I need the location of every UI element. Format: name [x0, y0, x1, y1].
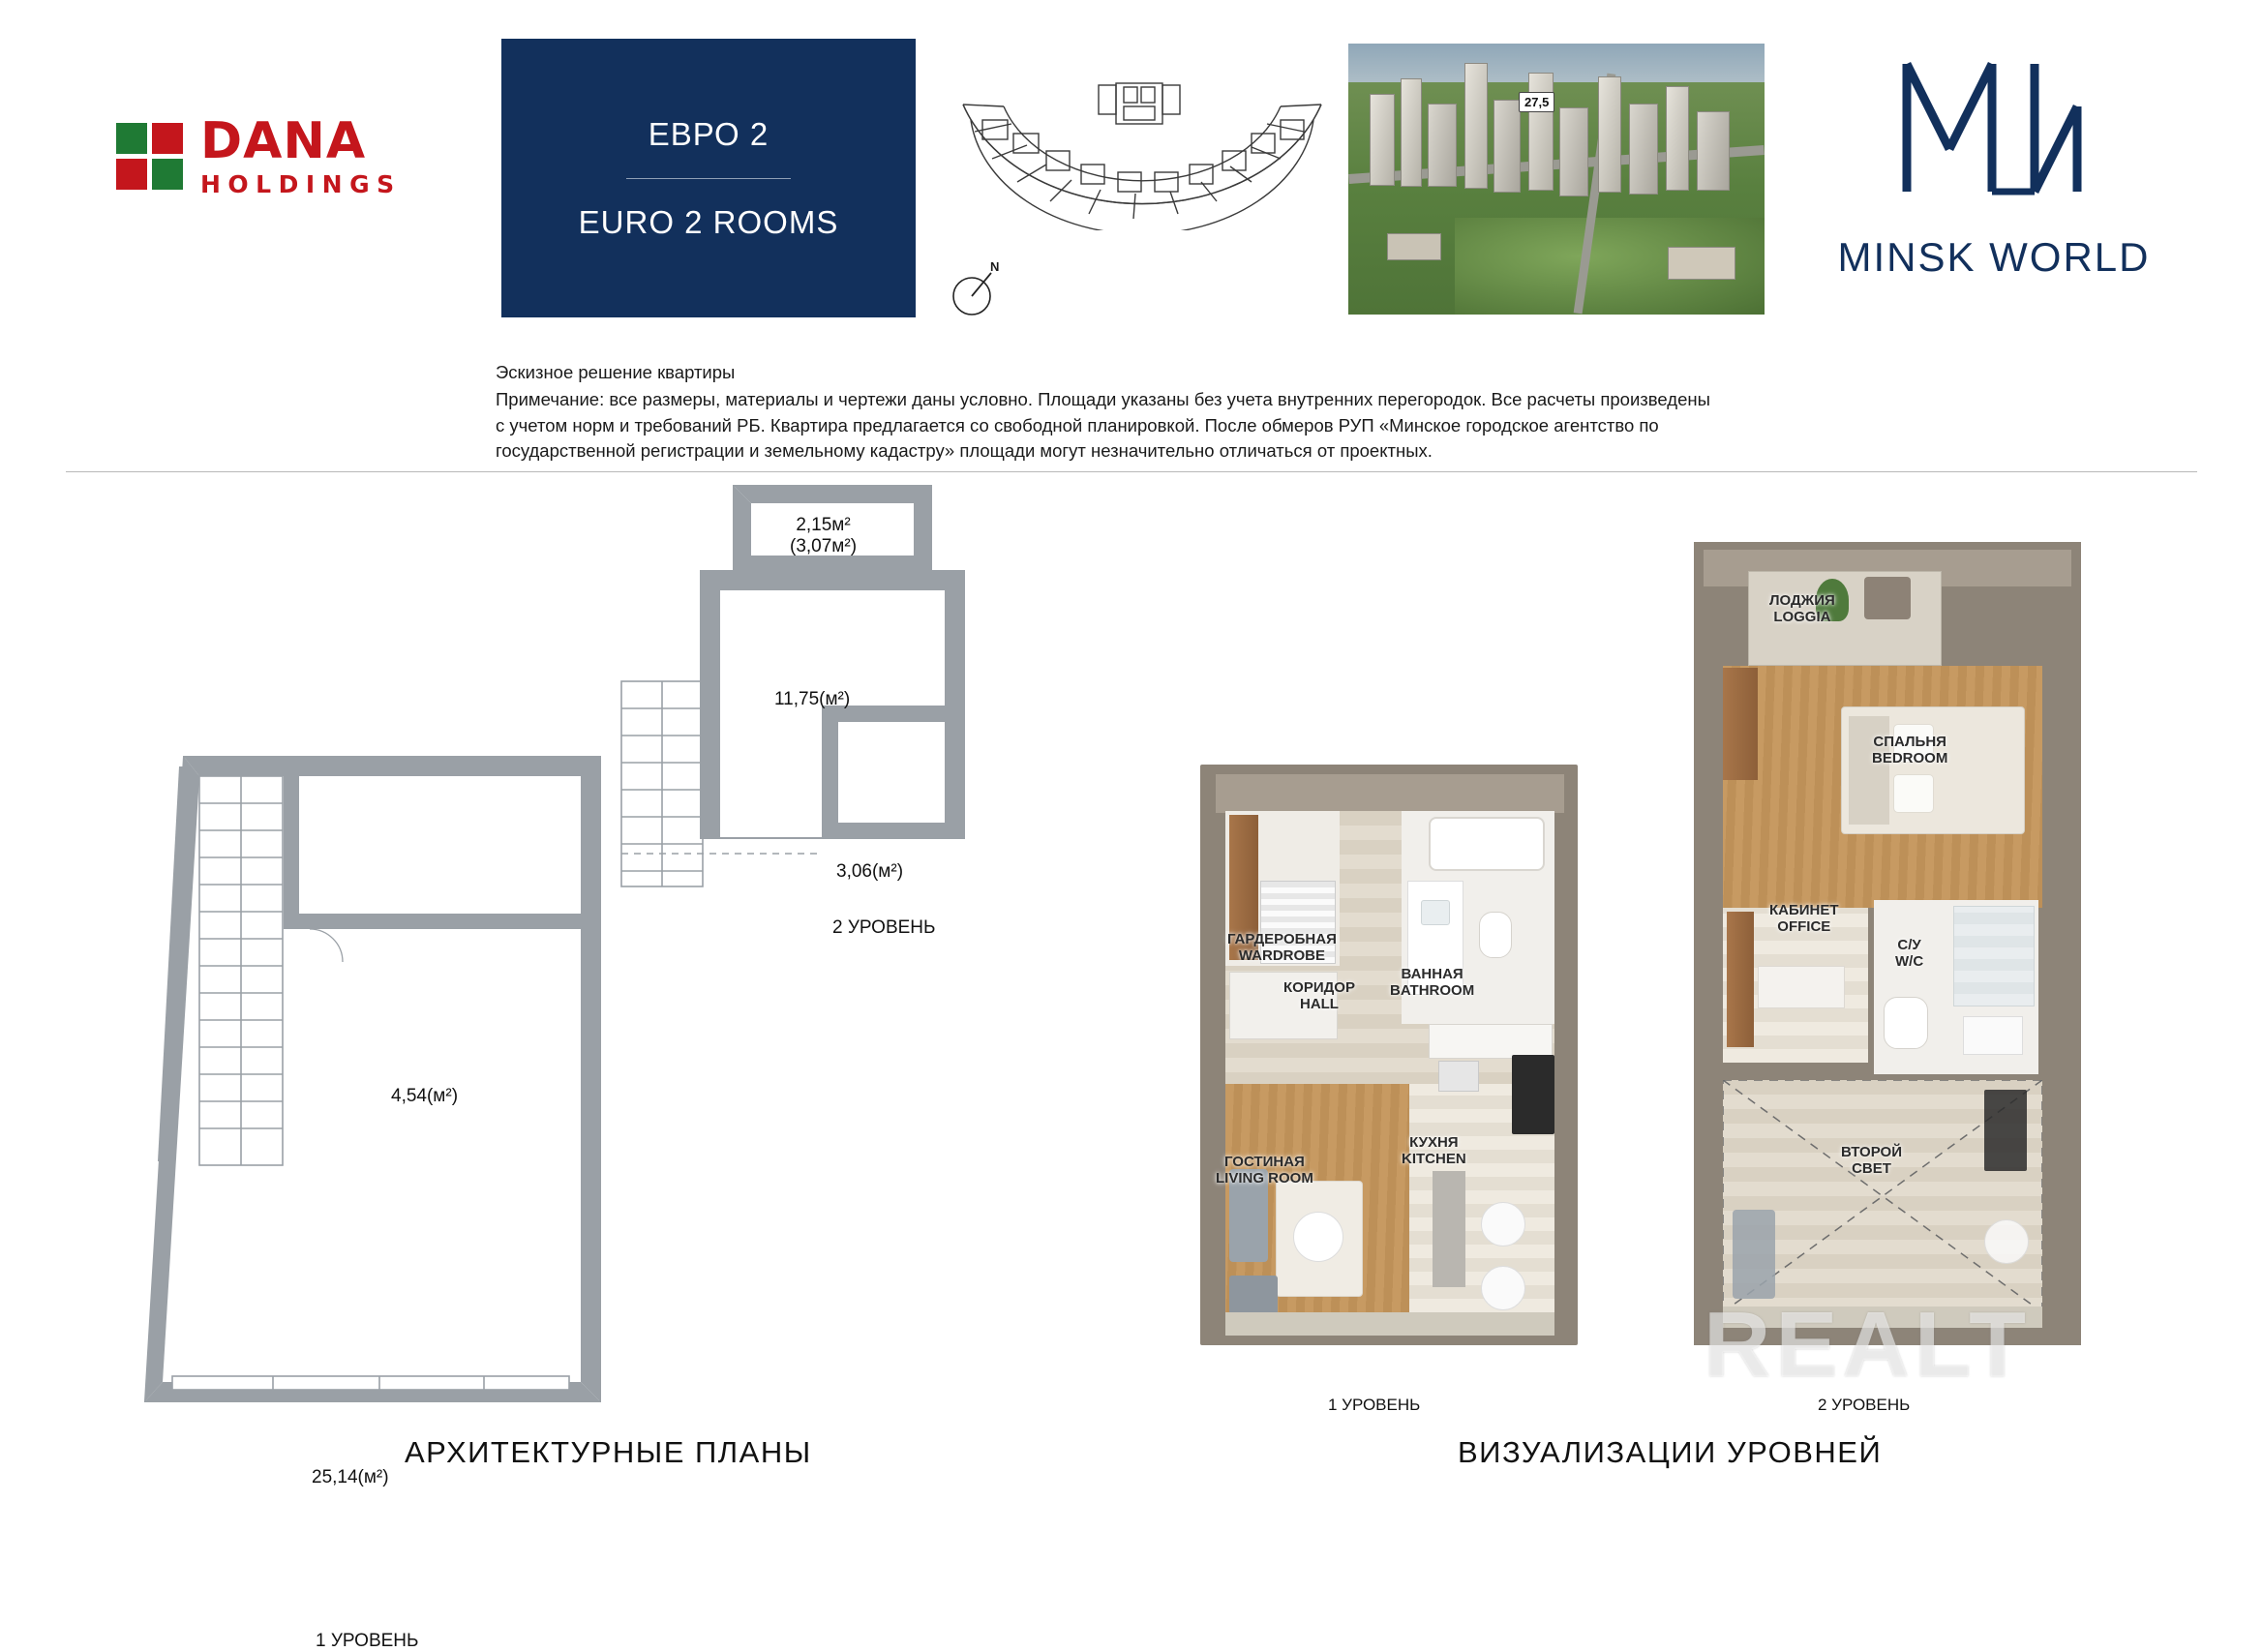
vis1-label-bathroom-en: BATHROOM: [1390, 982, 1475, 1000]
plan-l1-caption: 1 УРОВЕНЬ: [316, 1631, 419, 1651]
apartment-type-en: EURO 2 ROOMS: [578, 203, 839, 240]
apartment-type-ru: ЕВРО 2: [648, 115, 769, 152]
vis2-balcony-band: [1723, 1307, 2042, 1328]
architectural-plans-section: [0, 484, 1142, 1651]
vis1-caption: 1 УРОВЕНЬ: [1328, 1396, 1421, 1414]
title-divider: [626, 178, 791, 179]
dana-logo-text: [200, 112, 402, 198]
vis1-label-bathroom: [1390, 966, 1474, 1000]
vis2-label-loggia-en: LOGGIA: [1773, 609, 1831, 626]
compass-rose: [947, 259, 1005, 321]
vis2-void-stool: [1984, 1219, 2029, 1264]
note-line-2: Примечание: все размеры, материалы и чертежи даны условно. Площади указаны без учета внутренних перегородок. Все расчеты произведены: [496, 389, 1710, 410]
vis1-label-living-en: LIVING ROOM: [1216, 1170, 1313, 1187]
plan-level-2: [600, 484, 1142, 1480]
header-divider: [66, 471, 2197, 472]
apartment-type-box: [501, 39, 916, 317]
vis2-headboard: [1849, 716, 1889, 825]
aerial-building-low: [1668, 247, 1735, 280]
vis1-label-living-ru: ГОСТИНАЯ: [1224, 1154, 1305, 1170]
vis2-toilet: [1884, 997, 1928, 1049]
vis1-toilet: [1479, 912, 1512, 958]
vis1-label-wardrobe-ru: ГАРДЕРОБНАЯ: [1227, 931, 1337, 947]
vis2-label-wc-en: W/C: [1895, 953, 1924, 971]
note-line-3: с учетом норм и требований РБ. Квартира предлагается со свободной планировкой. После обмеров РУП «Минское городское агентство по: [496, 414, 1659, 436]
vis2-label-void: [1841, 1144, 1902, 1178]
aerial-building: [1370, 94, 1395, 186]
vis2-label-bedroom-en: BEDROOM: [1872, 750, 1948, 767]
vis1-label-hall-en: HALL: [1299, 996, 1339, 1013]
minsk-world-mark-icon: [1849, 46, 2139, 225]
vis2-desk: [1758, 966, 1845, 1008]
aerial-building: [1428, 104, 1457, 187]
realt-watermark: REALT: [1704, 1293, 2031, 1397]
dana-logo-subtitle: HOLDINGS: [200, 170, 402, 198]
vis2-loggia-chair: [1864, 577, 1911, 619]
floor-key-plan-svg: [953, 75, 1331, 230]
plan-l1-area-1: 4,54(м²): [391, 1086, 459, 1106]
vis1-label-hall-ru: КОРИДОР: [1283, 979, 1355, 996]
vis2-label-loggia: [1769, 592, 1835, 626]
vis1-cooktop: [1512, 1055, 1554, 1134]
aerial-building: [1697, 111, 1730, 191]
plan-level-1-geometry: [0, 484, 619, 1452]
aerial-building: [1401, 78, 1422, 187]
vis2-label-bedroom-ru: СПАЛЬНЯ: [1873, 734, 1946, 750]
visualization-level-1: [1200, 765, 1607, 1414]
dana-logo-name: DANA: [200, 112, 367, 170]
logo-square-red-2: [116, 159, 147, 190]
vis1-label-wardrobe-en: WARDROBE: [1238, 947, 1326, 965]
vis2-label-wc-ru: С/У: [1897, 937, 1921, 953]
dana-holdings-logo: [116, 112, 402, 198]
plan-level-2-svg: [600, 484, 1142, 1219]
page-header: [0, 0, 2263, 339]
visualizations-title: ВИЗУАЛИЗАЦИИ УРОВНЕЙ: [1458, 1435, 1883, 1469]
vis1-stool-1: [1481, 1202, 1525, 1247]
vis2-label-office-en: OFFICE: [1777, 918, 1831, 936]
aerial-height-marker: 27,5: [1519, 92, 1554, 112]
logo-square-red-1: [152, 123, 183, 154]
vis2-wc-sink: [1963, 1016, 2023, 1055]
plan-l2-area-1: [790, 515, 857, 557]
note-line-4: государственной регистрации и земельному кадастру» площади могут незначительно отличаться от проектных.: [496, 439, 1433, 461]
aerial-building: [1464, 63, 1488, 189]
vis2-label-office: [1769, 902, 1839, 936]
plan-l2-caption: 2 УРОВЕНЬ: [832, 917, 936, 938]
vis1-sink: [1421, 900, 1450, 925]
aerial-view-photo: [1348, 44, 1765, 315]
architectural-plans-title: АРХИТЕКТУРНЫЕ ПЛАНЫ: [405, 1435, 812, 1469]
aerial-building-low: [1387, 233, 1441, 260]
vis1-top-wall: [1216, 774, 1564, 813]
plan-l1-area-2: 25,14(м²): [312, 1467, 389, 1487]
vis1-island: [1433, 1171, 1465, 1287]
vis2-void-cooktop: [1984, 1090, 2027, 1171]
vis1-label-wardrobe: [1227, 931, 1337, 965]
aerial-building: [1494, 100, 1521, 193]
plan-l2-area-3: 3,06(м²): [836, 861, 904, 882]
vis2-void-armchair: [1733, 1210, 1775, 1299]
vis1-label-bathroom-ru: ВАННАЯ: [1401, 966, 1463, 982]
vis1-balcony-band: [1225, 1312, 1554, 1336]
vis1-stool-2: [1481, 1266, 1525, 1310]
vis2-office-shelf: [1727, 912, 1754, 1047]
vis2-shower: [1953, 906, 2035, 1006]
visualization-level-2: [1694, 542, 2139, 1414]
vis1-label-hall: [1283, 979, 1355, 1013]
vis2-label-void-ru: ВТОРОЙ: [1841, 1144, 1902, 1160]
logo-square-green-2: [152, 159, 183, 190]
vis1-label-kitchen-ru: КУХНЯ: [1409, 1134, 1459, 1151]
aerial-building: [1598, 76, 1621, 193]
minsk-world-logo: [1820, 46, 2168, 281]
vis1-label-kitchen-en: KITCHEN: [1402, 1151, 1466, 1168]
compass-north-label: N: [990, 259, 1000, 274]
vis1-bathtub: [1429, 817, 1545, 871]
vis1-microwave: [1438, 1061, 1479, 1092]
aerial-building: [1559, 107, 1588, 196]
minsk-world-name: MINSK WORLD: [1837, 234, 2151, 280]
aerial-building: [1629, 104, 1658, 195]
plan-level-1: [0, 484, 619, 1651]
logo-square-green-1: [116, 123, 147, 154]
vis2-label-bedroom: [1872, 734, 1947, 767]
vis1-ottoman: [1229, 1276, 1278, 1314]
note-line-1: Эскизное решение квартиры: [496, 362, 736, 382]
vis2-wardrobe-unit: [1723, 668, 1758, 780]
vis1-label-living: [1216, 1154, 1313, 1187]
disclaimer-note: [496, 360, 1918, 464]
vis2-label-wc: [1895, 937, 1923, 971]
vis2-caption: 2 УРОВЕНЬ: [1818, 1396, 1911, 1414]
vis2-label-void-en: СВЕТ: [1852, 1160, 1891, 1178]
vis1-label-kitchen: [1402, 1134, 1466, 1168]
plan-l2-area-1-value: 2,15м²: [796, 515, 851, 535]
aerial-building: [1528, 73, 1554, 191]
floor-key-plan: [953, 75, 1331, 230]
plan-l2-area-2: 11,75(м²): [774, 689, 851, 709]
dana-logo-mark: [116, 123, 183, 190]
visualizations-section: [1142, 484, 2263, 1480]
vis2-label-loggia-ru: ЛОДЖИЯ: [1769, 592, 1835, 609]
vis1-kitchen-counter: [1429, 1024, 1553, 1059]
plan-l2-area-1-value2: (3,07м²): [790, 536, 858, 556]
aerial-building: [1666, 86, 1689, 191]
vis2-pillow-2: [1893, 774, 1934, 813]
vis2-label-office-ru: КАБИНЕТ: [1769, 902, 1839, 918]
vis1-coffee-table: [1293, 1212, 1343, 1262]
